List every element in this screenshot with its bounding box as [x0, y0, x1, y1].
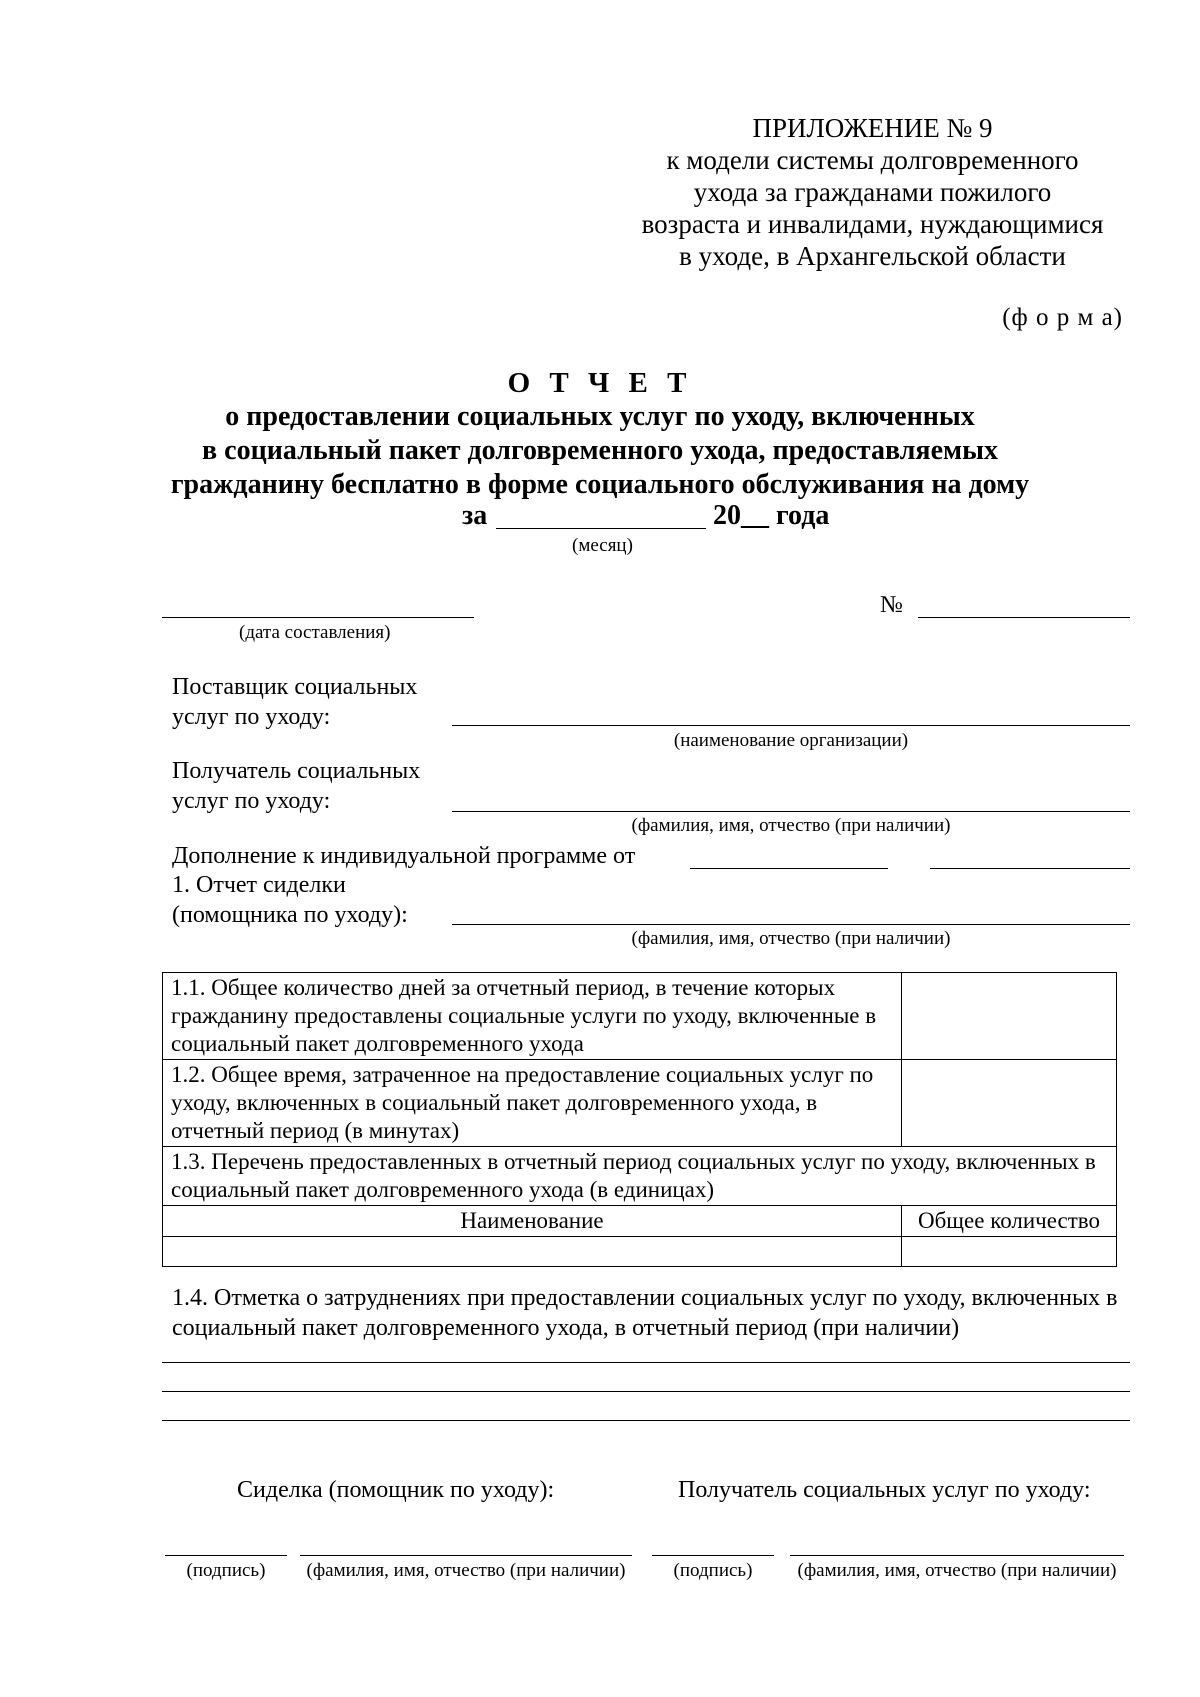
period-prefix: за — [462, 500, 488, 531]
recipient-name-field[interactable] — [790, 1555, 1124, 1556]
caregiver-label-line: 1. Отчет сиделки — [172, 872, 346, 898]
table-cell-label: 1.2. Общее время, затраченное на предоставление социальных услуг по уходу, включенных в социальный пакет долговременного ухода, в отчетный период (в минутах) — [163, 1060, 902, 1147]
table-cell-label: 1.3. Перечень предоставленных в отчетный период социальных услуг по уходу, включенных в социальный пакет долговременного ухода (в единицах) — [163, 1147, 1117, 1206]
recipient-label — [172, 756, 420, 816]
caregiver-signature-label: Сиделка (помощник по уходу): — [237, 1477, 555, 1503]
column-header-total: Общее количество — [902, 1206, 1117, 1237]
caregiver-name-hint: (фамилия, имя, отчество (при наличии) — [306, 1560, 626, 1581]
caregiver-hint: (фамилия, имя, отчество (при наличии) — [631, 928, 951, 949]
caregiver-field[interactable] — [452, 924, 1130, 925]
recipient-field[interactable] — [452, 811, 1130, 812]
date-hint: (дата составления) — [239, 622, 391, 643]
appendix-line: ухода за гражданами пожилого — [693, 177, 1052, 207]
period-hint: (месяц) — [572, 535, 633, 556]
report-title — [150, 366, 1050, 502]
column-header-name: Наименование — [163, 1206, 902, 1237]
difficulties-label: 1.4. Отметка о затруднениях при предоставлении социальных услуг по уходу, включенных в социальный пакет долговременного ухода, в отчетный период (при наличии) — [172, 1285, 1118, 1341]
table-cell-label: 1.1. Общее количество дней за отчетный период, в течение которых гражданину предоставлены социальные услуги по уходу, включенные в социальный пакет долговременного ухода — [163, 973, 902, 1060]
appendix-title: ПРИЛОЖЕНИЕ № 9 — [752, 113, 993, 143]
report-title-line: о предоставлении социальных услуг по уходу, включенных — [225, 401, 975, 432]
report-title-line: гражданину бесплатно в форме социального обслуживания на дому — [170, 469, 1030, 500]
table-row — [163, 1060, 1117, 1147]
number-label: № — [880, 592, 903, 618]
service-name-cell[interactable] — [163, 1237, 902, 1267]
minutes-value-cell[interactable] — [902, 1060, 1117, 1147]
provider-hint: (наименование организации) — [673, 730, 909, 751]
provider-field[interactable] — [452, 725, 1130, 726]
appendix-line: к модели системы долговременного — [666, 145, 1079, 175]
appendix-block — [600, 112, 1145, 272]
caregiver-signature-hint: (подпись) — [186, 1560, 266, 1581]
table-row — [163, 1237, 1117, 1267]
table-header-row — [163, 1206, 1117, 1237]
table-row — [163, 1147, 1117, 1206]
report-title-line: в социальный пакет долговременного ухода, предоставляемых — [202, 435, 998, 466]
recipient-signature-label: Получатель социальных услуг по уходу: — [678, 1477, 1091, 1503]
recipient-name-hint: (фамилия, имя, отчество (при наличии) — [797, 1560, 1117, 1581]
addendum-number-field[interactable] — [930, 868, 1130, 869]
recipient-hint: (фамилия, имя, отчество (при наличии) — [631, 815, 951, 836]
form-label: (ф о р м а) — [1002, 304, 1123, 331]
difficulties-line[interactable] — [162, 1391, 1130, 1392]
appendix-line: возраста и инвалидами, нуждающимися — [641, 209, 1104, 239]
days-value-cell[interactable] — [902, 973, 1117, 1060]
recipient-signature-field[interactable] — [652, 1555, 774, 1556]
service-total-cell[interactable] — [902, 1237, 1117, 1267]
provider-label-line: услуг по уходу: — [172, 704, 331, 730]
recipient-label-line: Получатель социальных — [172, 758, 421, 784]
report-title-main: О Т Ч Е Т — [507, 367, 693, 399]
addendum-label: Дополнение к индивидуальной программе от — [172, 843, 636, 869]
number-field[interactable] — [918, 617, 1130, 618]
date-field[interactable] — [162, 617, 474, 618]
difficulties-line[interactable] — [162, 1420, 1130, 1421]
report-table — [162, 972, 1117, 1267]
provider-label-line: Поставщик социальных — [172, 674, 418, 700]
caregiver-name-field[interactable] — [300, 1555, 632, 1556]
recipient-signature-hint: (подпись) — [673, 1560, 753, 1581]
caregiver-signature-field[interactable] — [165, 1555, 287, 1556]
provider-label — [172, 672, 417, 732]
addendum-date-field[interactable] — [690, 868, 888, 869]
caregiver-label-line: (помощника по уходу): — [172, 902, 408, 928]
period-month-field[interactable] — [496, 528, 706, 529]
recipient-label-line: услуг по уходу: — [172, 788, 331, 814]
period-year: 20__ года — [713, 500, 830, 531]
caregiver-label — [172, 870, 408, 930]
difficulties-line[interactable] — [162, 1362, 1130, 1363]
appendix-line: в уходе, в Архангельской области — [679, 241, 1066, 271]
table-row — [163, 973, 1117, 1060]
